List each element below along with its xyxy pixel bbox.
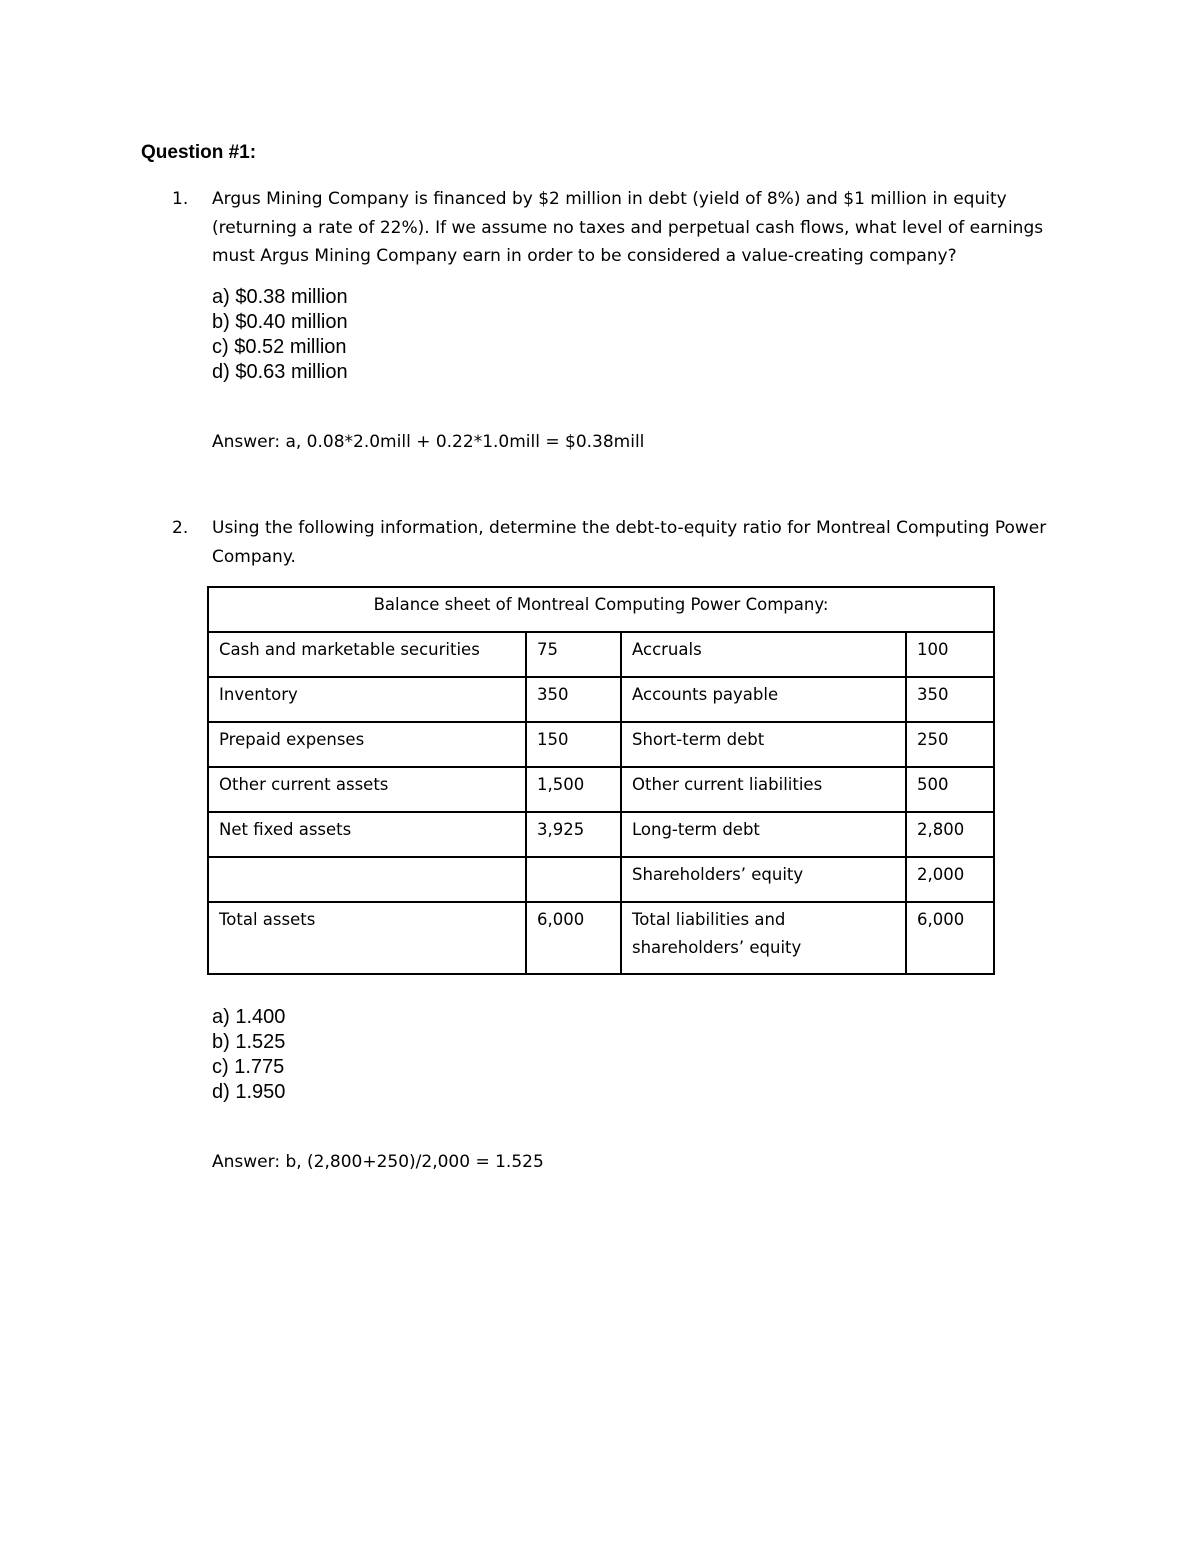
liability-value: 350 — [906, 677, 994, 722]
liability-value: 100 — [906, 632, 994, 677]
option-a: a) $0.38 million — [212, 286, 348, 308]
question-1-answer: Answer: a, 0.08*2.0mill + 0.22*1.0mill = $0.38mill — [212, 432, 645, 452]
table-row-total — [208, 902, 994, 974]
option-b: b) $0.40 million — [212, 311, 348, 333]
liability-label: Accounts payable — [621, 677, 906, 722]
balance-sheet-title: Balance sheet of Montreal Computing Power Company: — [208, 587, 994, 632]
question-1-number: 1. — [172, 189, 189, 209]
table-row — [208, 632, 994, 677]
asset-label: Prepaid expenses — [208, 722, 526, 767]
question-1 — [172, 185, 1052, 271]
option-d: d) $0.63 million — [212, 361, 348, 383]
asset-label: Other current assets — [208, 767, 526, 812]
asset-value: 1,500 — [526, 767, 621, 812]
question-1-text: Argus Mining Company is financed by $2 million in debt (yield of 8%) and $1 million in equity (returning a rate of 22%). If we assume no taxes and perpetual cash flows, what level of earnings must Argus Mining Company earn in order to be considered a value-creating company? — [212, 189, 1044, 266]
liability-label: Long-term debt — [621, 812, 906, 857]
question-2-number: 2. — [172, 518, 189, 538]
question-1-options — [212, 285, 348, 385]
asset-value: 150 — [526, 722, 621, 767]
asset-value — [526, 857, 621, 902]
liability-value: 500 — [906, 767, 994, 812]
balance-sheet-table — [207, 586, 995, 975]
liability-value: 6,000 — [906, 902, 994, 974]
option-b: b) 1.525 — [212, 1031, 286, 1053]
asset-value: 350 — [526, 677, 621, 722]
liability-value: 2,800 — [906, 812, 994, 857]
liability-label: Total liabilities and shareholders’ equity — [621, 902, 906, 974]
liability-label: Accruals — [621, 632, 906, 677]
liability-label: Shareholders’ equity — [621, 857, 906, 902]
option-c: c) 1.775 — [212, 1056, 285, 1078]
asset-label: Net fixed assets — [208, 812, 526, 857]
option-a: a) 1.400 — [212, 1006, 286, 1028]
question-2 — [172, 514, 1052, 571]
question-2-answer: Answer: b, (2,800+250)/2,000 = 1.525 — [212, 1152, 544, 1172]
liability-value: 2,000 — [906, 857, 994, 902]
table-row — [208, 812, 994, 857]
asset-label: Total assets — [208, 902, 526, 974]
table-row — [208, 722, 994, 767]
option-c: c) $0.52 million — [212, 336, 347, 358]
liability-value: 250 — [906, 722, 994, 767]
question-2-options — [212, 1005, 285, 1105]
table-row — [208, 677, 994, 722]
asset-label: Inventory — [208, 677, 526, 722]
liability-label: Other current liabilities — [621, 767, 906, 812]
asset-value: 3,925 — [526, 812, 621, 857]
asset-value: 75 — [526, 632, 621, 677]
option-d: d) 1.950 — [212, 1081, 286, 1103]
asset-label — [208, 857, 526, 902]
question-2-text: Using the following information, determine the debt-to-equity ratio for Montreal Computing Power Company. — [212, 518, 1047, 567]
asset-value: 6,000 — [526, 902, 621, 974]
table-row — [208, 767, 994, 812]
liability-label: Short-term debt — [621, 722, 906, 767]
table-row — [208, 857, 994, 902]
asset-label: Cash and marketable securities — [208, 632, 526, 677]
question-heading: Question #1: — [141, 142, 257, 163]
